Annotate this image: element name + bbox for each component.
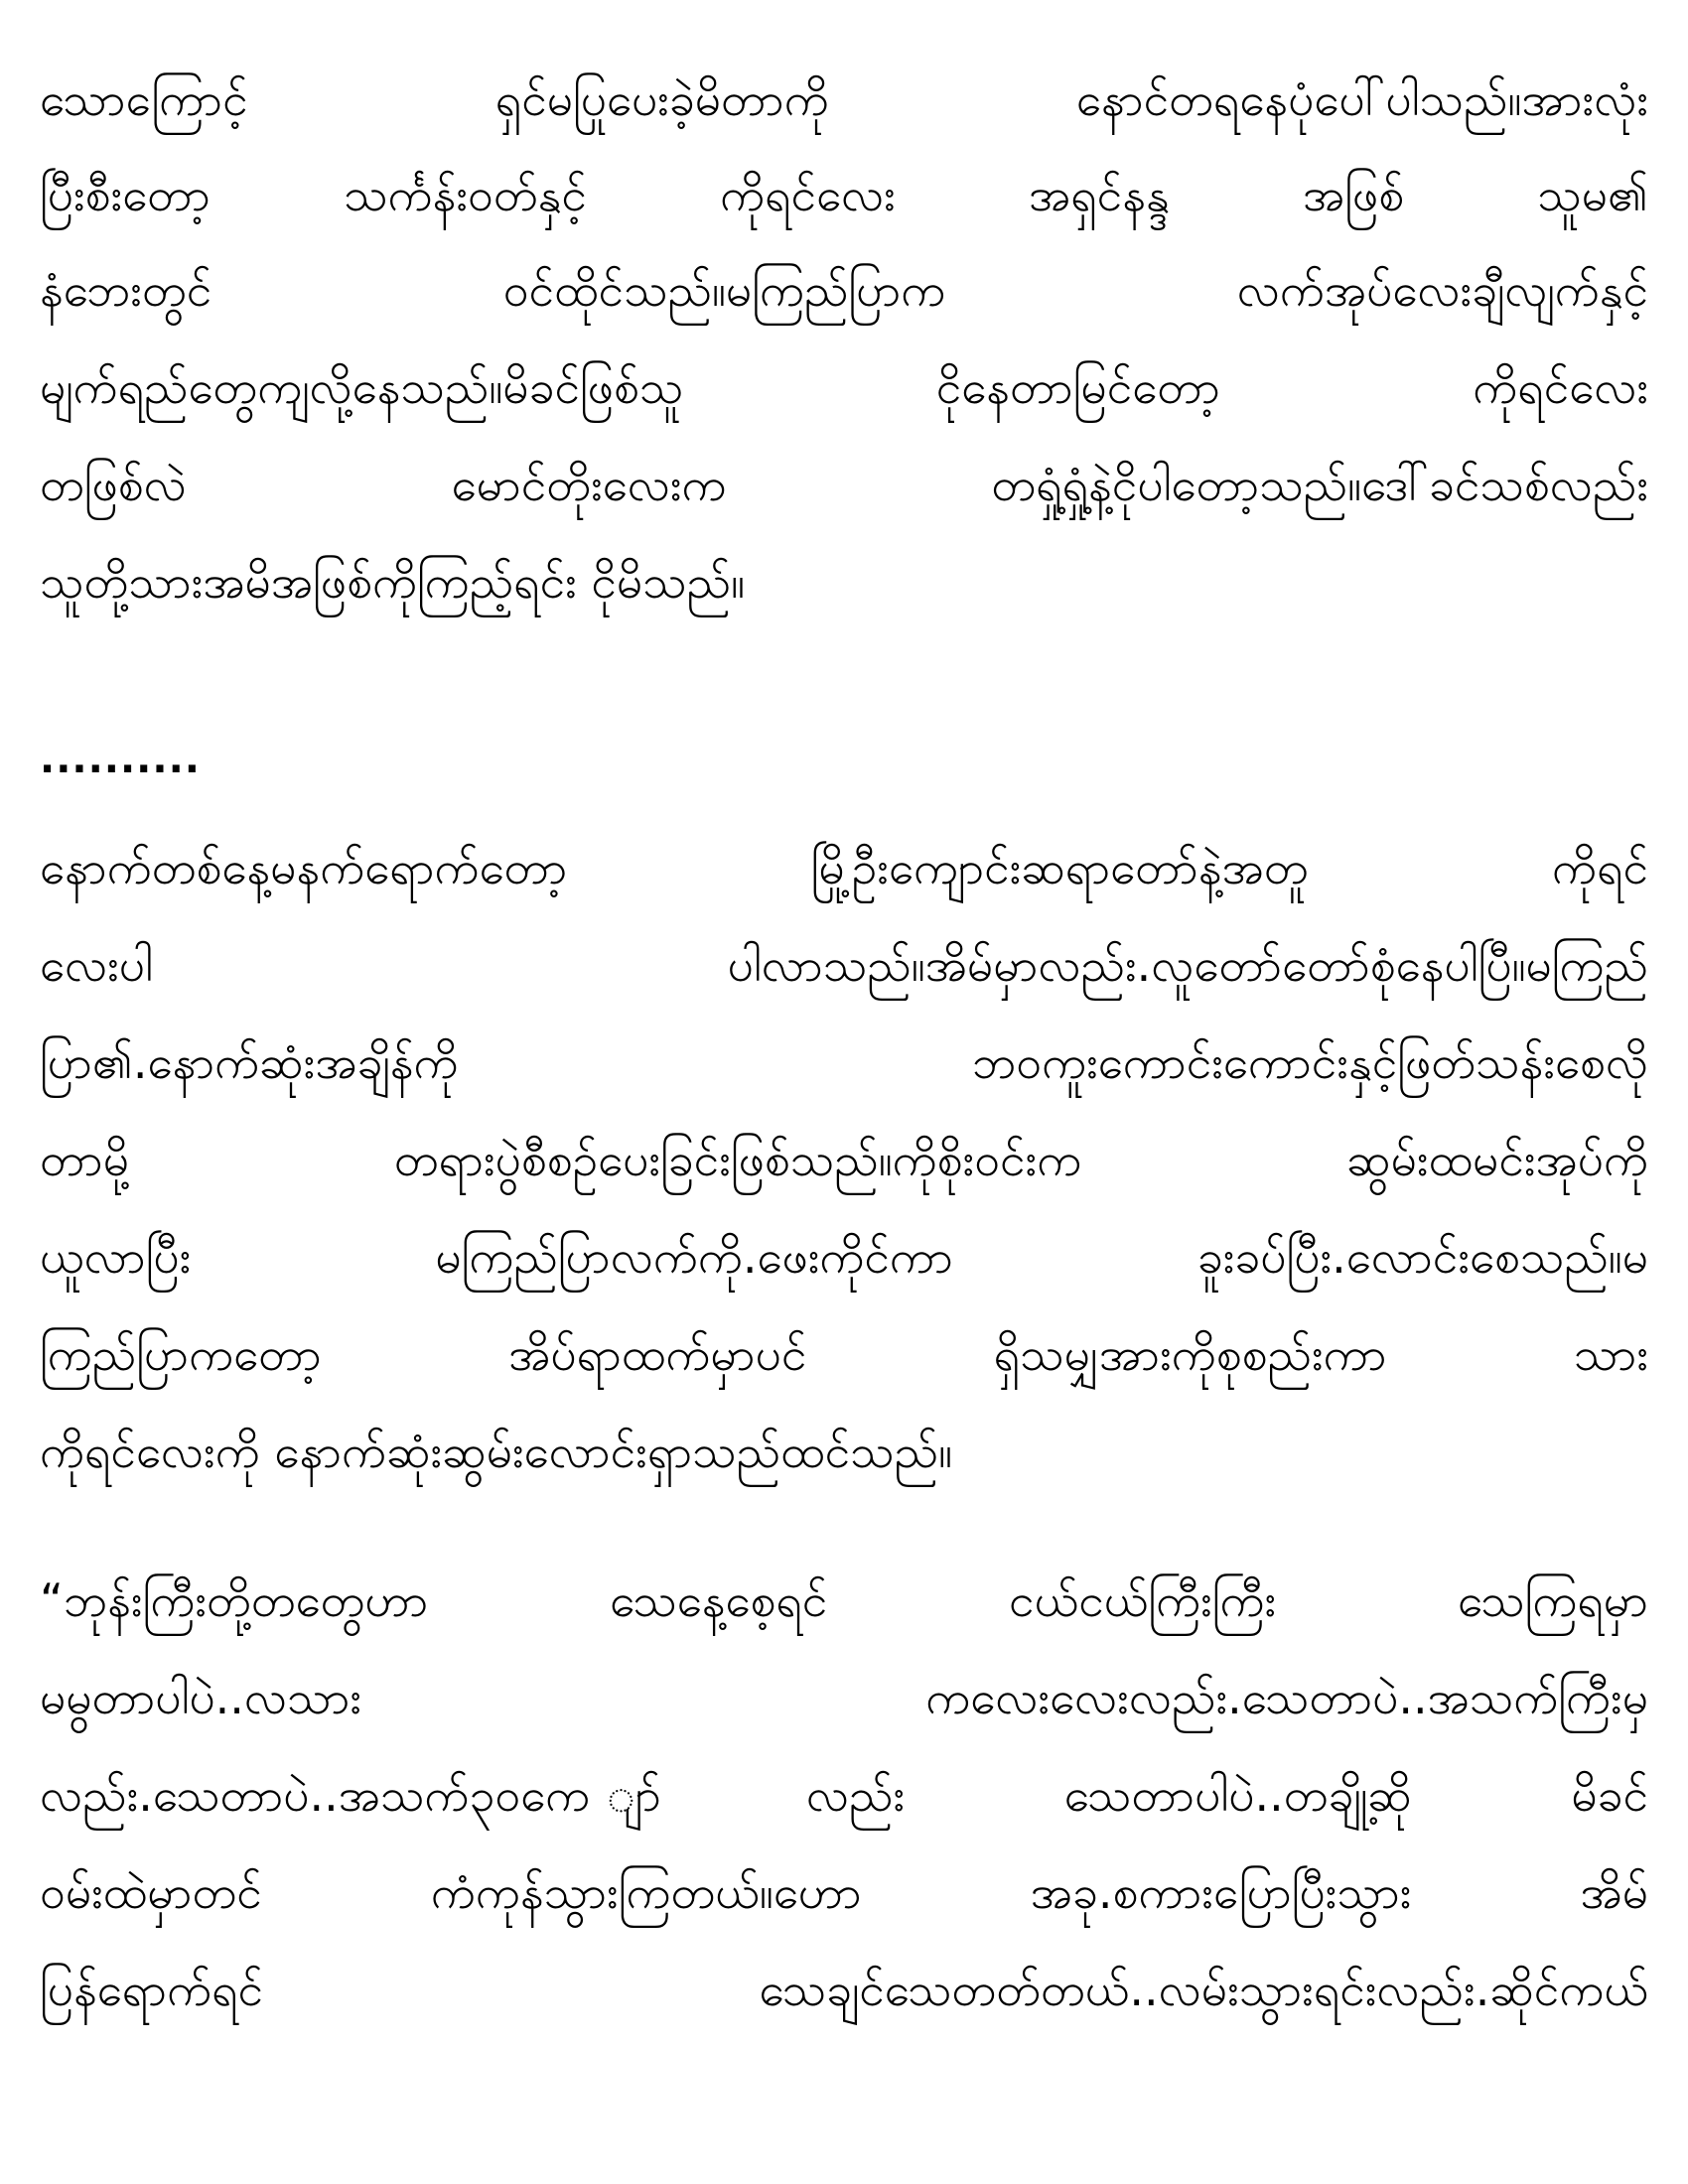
text-line: နံဘေးတွင် ဝင်ထိုင်သည်။မကြည်ပြာက လက်အုပ်လေးချီလျက်နှင့် xyxy=(40,263,1648,317)
text-line: ဝမ်းထဲမှာတင် ကံကုန်သွားကြတယ်။ဟော အခု.စကားပြောပြီးသွား အိမ် xyxy=(40,1865,1648,1919)
text-line: ပြီးစီးတော့ သင်္ကန်းဝတ်နှင့် ကိုရင်လေး အရှင်နန္ဒ အဖြစ် သူမ၏ xyxy=(40,168,1648,221)
text-line: ကြည်ပြာကတော့ အိပ်ရာထက်မှာပင် ရှိသမျှအားကိုစုစည်းကာ သား xyxy=(40,1327,1648,1381)
text-line: တဖြစ်လဲ မောင်တိုးလေးက တရှုံ့ရှုံ့နဲ့ငိုပါတော့သည်။ဒေါ်ခင်သစ်လည်း xyxy=(40,458,1648,511)
text-line: မမွတာပါပဲ..လသား ကလေးလေးလည်း.သေတာပဲ..အသက်ကြီးမှ xyxy=(40,1671,1648,1724)
text-line: ယူလာပြီး မကြည်ပြာလက်ကို.ဖေးကိုင်ကာ ခူးခပ်ပြီး.လောင်းစေသည်။မ xyxy=(40,1230,1648,1284)
text-line: တာမို့ တရားပွဲစီစဉ်ပေးခြင်းဖြစ်သည်။ကိုစိုးဝင်းက ဆွမ်းထမင်းအုပ်ကို xyxy=(40,1133,1648,1186)
text-line: ကိုရင်လေးကို နောက်ဆုံးဆွမ်းလောင်းရှာသည်ထင်သည်။ xyxy=(40,1425,952,1478)
text-line: သောကြောင့် ရှင်မပြုပေးခဲ့မိတာကို နောင်တရနေပုံပေါ်ပါသည်။အားလုံး xyxy=(40,72,1648,126)
text-line: နောက်တစ်နေ့မနက်ရောက်တော့ မြို့ဦးကျောင်းဆရာတော်နဲ့အတူ ကိုရင် xyxy=(40,841,1648,894)
text-line: သူတို့သားအမိအဖြစ်ကိုကြည့်ရင်း ငိုမိသည်။ xyxy=(40,555,746,609)
separator-dots: .......... xyxy=(40,737,201,782)
text-line: “ဘုန်းကြီးတို့တတွေဟာ သေနေ့စေ့ရင် ငယ်ငယ်ကြီးကြီး သေကြရမှာ xyxy=(40,1573,1648,1627)
text-line: လည်း.သေတာပဲ..အသက်၃၀ကေ ျာ်လည်း သေတာပါပဲ..တချို့ဆို မိခင် xyxy=(40,1768,1648,1822)
text-line: လေးပါ ပါလာသည်။အိမ်မှာလည်း.လူတော်တော်စုံနေပါပြီ။မကြည် xyxy=(40,938,1648,992)
text-line: ပြာ၏.နောက်ဆုံးအချိန်ကို ဘဝကူးကောင်းကောင်းနှင့်ဖြတ်သန်းစေလို xyxy=(40,1035,1648,1089)
text-line: မျက်ရည်တွေကျလို့နေသည်။မိခင်ဖြစ်သူ ငိုနေတာမြင်တော့ ကိုရင်လေး xyxy=(40,360,1648,414)
text-line: ပြန်ရောက်ရင် သေချင်သေတတ်တယ်..လမ်းသွားရင်းလည်း.ဆိုင်ကယ် xyxy=(40,1963,1648,2016)
